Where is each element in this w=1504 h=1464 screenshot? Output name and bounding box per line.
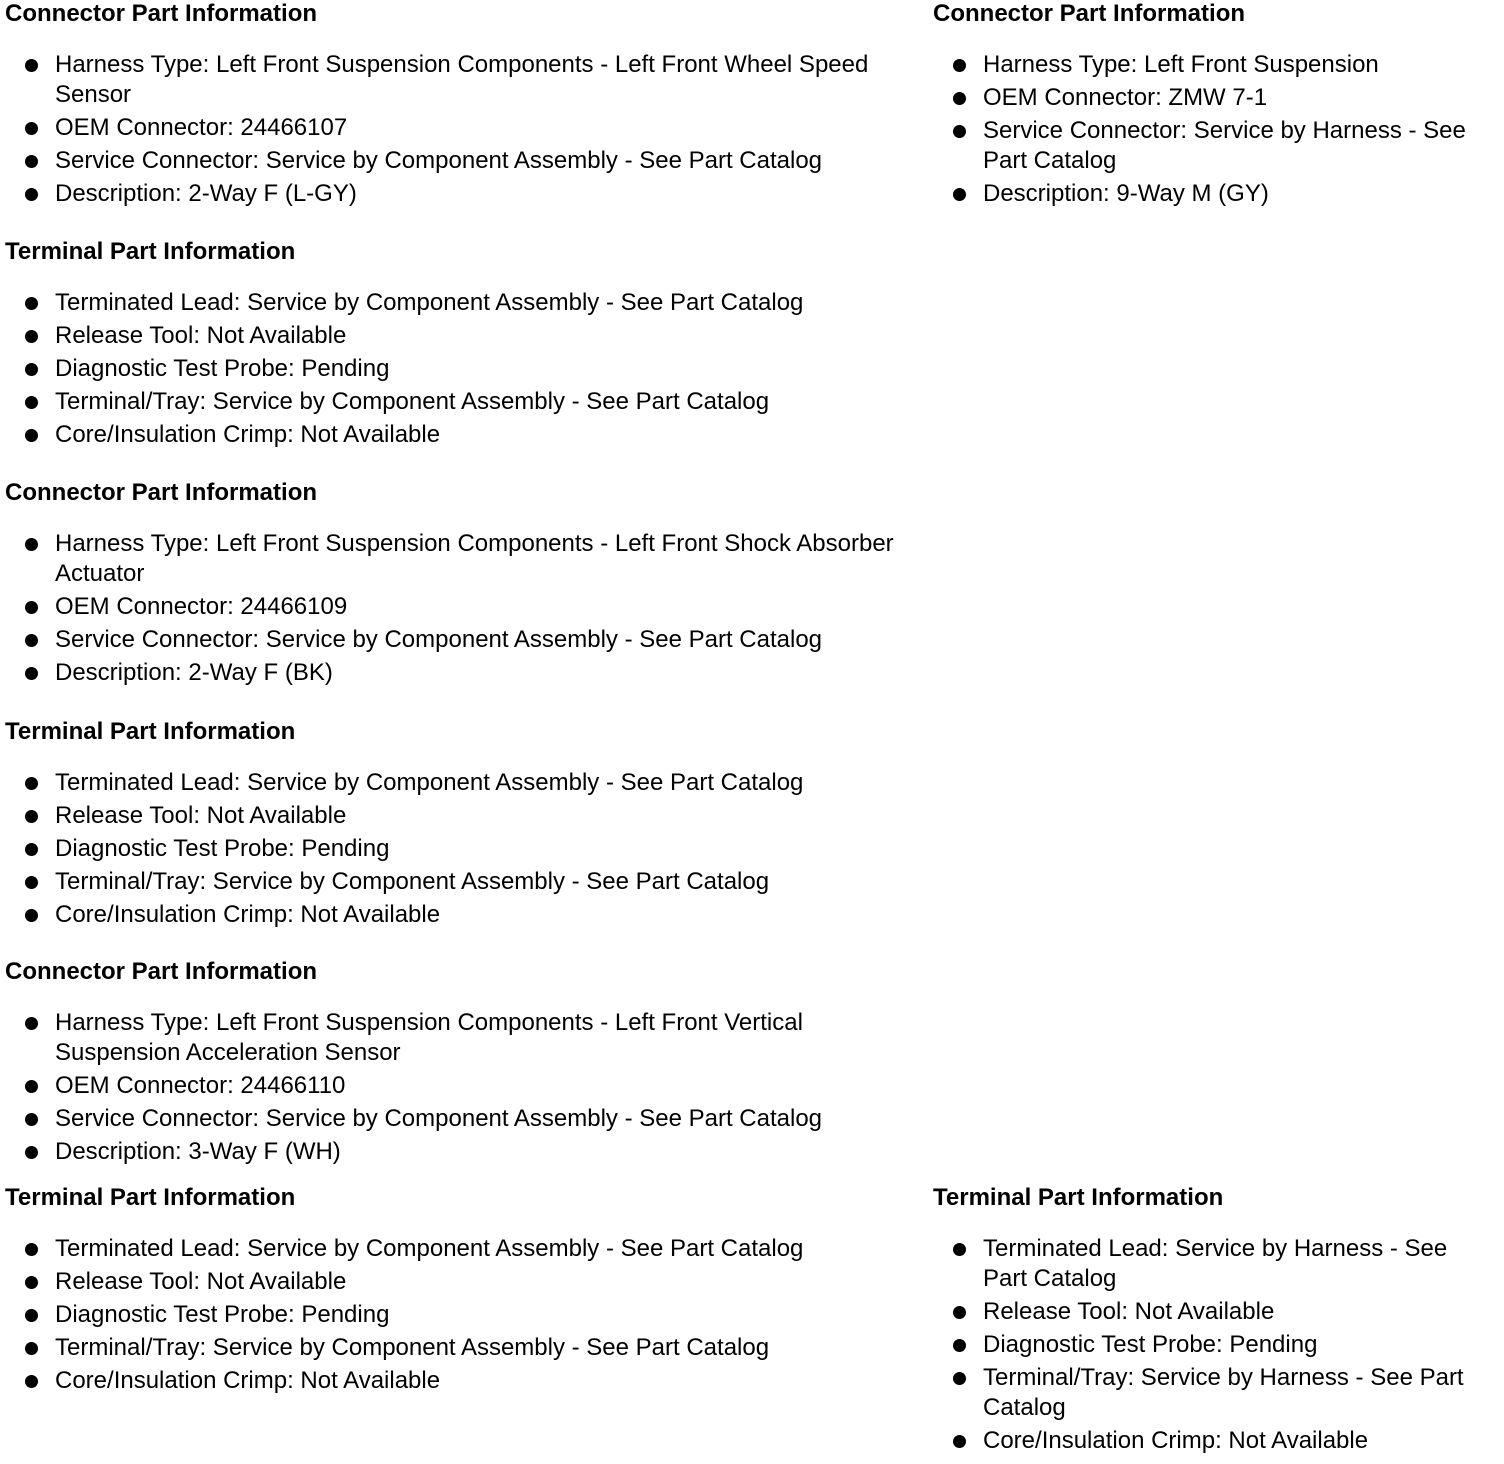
list-item <box>5 146 910 176</box>
list-item-text: Terminal/Tray: Service by Component Assembly - See Part Catalog <box>55 388 770 415</box>
list-item-text: Diagnostic Test Probe: Pending <box>55 835 390 862</box>
info-list <box>933 50 1495 212</box>
list-item <box>5 420 910 450</box>
section-heading: Connector Part Information <box>5 479 318 506</box>
list-item <box>5 529 910 589</box>
list-item-text: Description: 2-Way F (L-GY) <box>55 180 357 207</box>
list-item-text: Terminal/Tray: Service by Component Assembly - See Part Catalog <box>55 868 770 895</box>
bullet-icon <box>25 876 38 889</box>
list-item <box>5 387 910 417</box>
list-item-text: OEM Connector: 24466107 <box>55 114 348 141</box>
list-item-text: Diagnostic Test Probe: Pending <box>983 1331 1318 1358</box>
bullet-icon <box>25 363 38 376</box>
list-item-text: Harness Type: Left Front Suspension <box>983 51 1379 78</box>
bullet-icon <box>953 125 966 138</box>
list-item <box>5 1300 910 1330</box>
list-item-text: Terminal/Tray: Service by Harness - See Part Catalog <box>983 1364 1464 1421</box>
list-item-text: Description: 3-Way F (WH) <box>55 1138 341 1165</box>
list-item <box>5 1104 910 1134</box>
info-list <box>5 768 910 933</box>
bullet-icon <box>953 92 966 105</box>
list-item-text: Release Tool: Not Available <box>55 322 347 349</box>
list-item-text: Service Connector: Service by Component Assembly - See Part Catalog <box>55 1105 823 1132</box>
section-heading: Terminal Part Information <box>5 718 296 745</box>
section-heading: Terminal Part Information <box>933 1184 1224 1211</box>
list-item-text: OEM Connector: 24466110 <box>55 1072 346 1099</box>
bullet-icon <box>953 59 966 72</box>
bullet-icon <box>953 1372 966 1385</box>
bullet-icon <box>25 1375 38 1388</box>
list-item <box>933 83 1495 113</box>
list-item-text: Core/Insulation Crimp: Not Available <box>983 1427 1369 1454</box>
bullet-icon <box>25 1080 38 1093</box>
list-item <box>933 50 1495 80</box>
list-item <box>5 625 910 655</box>
bullet-icon <box>25 909 38 922</box>
list-item-text: Release Tool: Not Available <box>55 1268 347 1295</box>
bullet-icon <box>25 634 38 647</box>
bullet-icon <box>953 1243 966 1256</box>
list-item <box>5 288 910 318</box>
info-list <box>5 288 910 453</box>
bullet-icon <box>25 667 38 680</box>
list-item <box>5 658 910 688</box>
bullet-icon <box>25 59 38 72</box>
list-item <box>933 1234 1495 1294</box>
bullet-icon <box>25 1309 38 1322</box>
list-item <box>5 1008 910 1068</box>
list-item <box>5 321 910 351</box>
info-list <box>933 1234 1495 1459</box>
list-item <box>933 179 1495 209</box>
section-heading: Terminal Part Information <box>5 1184 296 1211</box>
list-item <box>5 1333 910 1363</box>
list-item <box>5 867 910 897</box>
list-item-text: OEM Connector: ZMW 7-1 <box>983 84 1268 111</box>
list-item-text: Release Tool: Not Available <box>55 802 347 829</box>
list-item <box>5 1071 910 1101</box>
list-item <box>5 1234 910 1264</box>
list-item-text: Terminated Lead: Service by Component Assembly - See Part Catalog <box>55 1235 804 1262</box>
list-item-text: Diagnostic Test Probe: Pending <box>55 1301 390 1328</box>
bullet-icon <box>25 429 38 442</box>
section-heading: Terminal Part Information <box>5 238 296 265</box>
list-item-text: Core/Insulation Crimp: Not Available <box>55 1367 441 1394</box>
list-item <box>933 1330 1495 1360</box>
bullet-icon <box>25 538 38 551</box>
bullet-icon <box>953 1339 966 1352</box>
list-item <box>933 1363 1495 1423</box>
bullet-icon <box>25 1017 38 1030</box>
list-item <box>5 179 910 209</box>
list-item-text: Service Connector: Service by Component Assembly - See Part Catalog <box>55 147 823 174</box>
list-item <box>5 768 910 798</box>
bullet-icon <box>25 330 38 343</box>
bullet-icon <box>25 297 38 310</box>
bullet-icon <box>953 1306 966 1319</box>
list-item-text: Terminal/Tray: Service by Component Assembly - See Part Catalog <box>55 1334 770 1361</box>
list-item-text: Description: 2-Way F (BK) <box>55 659 333 686</box>
list-item-text: Service Connector: Service by Component Assembly - See Part Catalog <box>55 626 823 653</box>
bullet-icon <box>25 396 38 409</box>
bullet-icon <box>25 843 38 856</box>
list-item <box>5 113 910 143</box>
list-item <box>933 1426 1495 1456</box>
list-item <box>5 592 910 622</box>
list-item <box>5 1267 910 1297</box>
list-item <box>5 900 910 930</box>
info-list <box>5 1234 910 1399</box>
bullet-icon <box>953 188 966 201</box>
list-item-text: Terminated Lead: Service by Component Assembly - See Part Catalog <box>55 769 804 796</box>
bullet-icon <box>25 1146 38 1159</box>
bullet-icon <box>25 810 38 823</box>
section-heading: Connector Part Information <box>933 0 1246 27</box>
info-list <box>5 50 910 212</box>
bullet-icon <box>953 1435 966 1448</box>
list-item-text: Terminated Lead: Service by Harness - See Part Catalog <box>983 1235 1448 1292</box>
bullet-icon <box>25 1342 38 1355</box>
list-item-text: Harness Type: Left Front Suspension Components - Left Front Wheel Speed Sensor <box>55 51 869 108</box>
bullet-icon <box>25 1276 38 1289</box>
list-item <box>933 116 1495 176</box>
list-item-text: Core/Insulation Crimp: Not Available <box>55 421 441 448</box>
bullet-icon <box>25 188 38 201</box>
list-item <box>933 1297 1495 1327</box>
info-list <box>5 1008 910 1170</box>
bullet-icon <box>25 1243 38 1256</box>
bullet-icon <box>25 122 38 135</box>
bullet-icon <box>25 777 38 790</box>
bullet-icon <box>25 601 38 614</box>
list-item-text: OEM Connector: 24466109 <box>55 593 348 620</box>
list-item-text: Harness Type: Left Front Suspension Components - Left Front Vertical Suspension Acceleration Sensor <box>55 1009 803 1066</box>
list-item-text: Harness Type: Left Front Suspension Components - Left Front Shock Absorber Actuator <box>55 530 894 587</box>
section-heading: Connector Part Information <box>5 958 318 985</box>
list-item <box>5 1137 910 1167</box>
list-item-text: Service Connector: Service by Harness - See Part Catalog <box>983 117 1466 174</box>
list-item <box>5 50 910 110</box>
section-heading: Connector Part Information <box>5 0 318 27</box>
info-list <box>5 529 910 691</box>
list-item-text: Description: 9-Way M (GY) <box>983 180 1269 207</box>
bullet-icon <box>25 1113 38 1126</box>
list-item <box>5 354 910 384</box>
list-item-text: Diagnostic Test Probe: Pending <box>55 355 390 382</box>
list-item-text: Core/Insulation Crimp: Not Available <box>55 901 441 928</box>
bullet-icon <box>25 155 38 168</box>
list-item <box>5 1366 910 1396</box>
list-item-text: Terminated Lead: Service by Component Assembly - See Part Catalog <box>55 289 804 316</box>
list-item <box>5 801 910 831</box>
list-item <box>5 834 910 864</box>
list-item-text: Release Tool: Not Available <box>983 1298 1275 1325</box>
